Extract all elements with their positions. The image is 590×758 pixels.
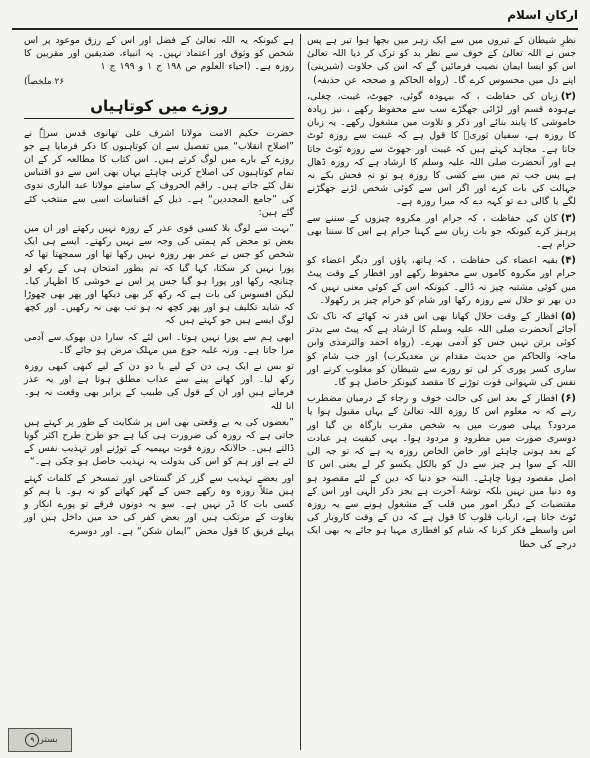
paragraph: ہے کیونکہ یہ اللہ تعالیٰ کے فضل اور اس کے رزق موعود پر اس شخص کو وثوق اور اعتماد نہیں۔ یہ انبیاء، صدیقین اور مقربین کا روزہ ہے۔ (احیاء العلوم ص ۱۹۸ ج ۱ و ۱۹۹ ج ۱ — [24, 35, 294, 73]
item-number: (۵) — [560, 311, 576, 323]
item-number: (۲) — [560, 90, 576, 102]
page-header — [12, 6, 578, 30]
paragraph: اور بعضے تہذیب سے گزر کر گستاخی اور تمسخر کے کلمات کہتے ہیں مثلاً روزہ وہ رکھے جس کے گھر کھانے کو نہ ہو۔ یا ہم کو کسی بات کا ڈر نہیں ہے۔ سو یہ دونوں فرقے تو پورے انکار و بغاوت کے مرتکب ہیں اور بعض کفر کی حد میں داخل ہیں اور پہلے فریق کا قول محض ”ایمان شکن“ ہے۔ اور دوسرے — [24, 472, 294, 537]
paragraph: حضرت حکیم الامت مولانا اشرف علی تھانوی قدس سرہٗ نے ”اصلاح انقلاب“ میں تفصیل سے ان کوتاہیوں کا ذکر فرمایا ہے جو روزے کے بارے میں لوگ کرتے ہیں۔ اس کتاب کا مطالعہ کر کے ان تمام کوتاہیوں کی اصلاح کرنی چاہئے یہاں بھی اس سے دو اقتباس نقل کئے جاتے ہیں۔ راقم الحروف کے سامنے مولانا عبد الباری ندوی کی ”جامع المجددین“ ہے۔ ذیل کے اقتباسات اسی سے منتخب کئے گئے ہیں: — [24, 127, 294, 218]
running-title: ارکانِ اسلام — [507, 8, 578, 22]
paragraph: ”بعضوں کی یہ بے وقعتی بھی اس پر شکایت کے طور پر کہتے ہیں جاتی ہے کہ روزہ کی ضرورت ہی کیا ہے جو طرح طرح اکثر گویا ڈالتے ہیں۔ حالانکہ روزہ قوت بہیمیہ کے توڑنے اور تہذیب نفس کے لئے ہے اور ہم کو اس کی بدولت یہ نہذیب حاصل ہو چکی ہے۔“ — [24, 416, 294, 468]
numbered-paragraph: (۳)کان کی حفاظت ، کہ حرام اور مکروہ چیزوں کے سننے سے پرہیز کرے کیونکہ جو بات زبان سے کہنا حرام ہے اس کا سننا بھی حرام ہے۔ — [307, 212, 576, 251]
numbered-paragraph: (۶)افطار کے بعد اس کی حالت خوف و رجاء کے درمیان مضطرب رہے کہ نہ معلوم اس کا روزہ اللہ تعالیٰ کے یہاں مقبول ہوا یا مردود؟ پہلی صورت میں یہ شخص مقرب بارگاہ بن گیا اور دوسری صورت میں مطرود و مردود ہوا۔ یہی کیفیت ہر عبادت کے بعد ہونی چاہئے اور خاص الخاص روزہ یہ ہے کہ تو جہ الی اللہ کے سوا ہر چیز سے دل کو بالکل یکسو کر لے یعنی اس کا اصل مقصود ہونا چاہئے۔ البتہ جو دنیا کہ دین کے لئے مقصود ہو وہ دنیا میں نہیں بلکہ توشۂ آخرت ہے بجز ذکر الٰہی اور اس کے مقتضیات کے دیگر امور میں قلب کے مشغول ہونے سے یہ روزہ ٹوٹ جاتا ہے، ارباب قلوب کا قول ہے کہ دن کے وقت کاروبار کی اس واسطے فکر کرنا کہ شام کو افطاری مہیا ہو جائے یہ بھی ایک درجے کی خطا — [307, 393, 576, 550]
right-column — [300, 34, 582, 750]
item-number: (۴) — [560, 255, 576, 267]
two-column-body — [8, 34, 582, 750]
section-title: روزے میں کوتاہیاں — [24, 97, 294, 119]
stamp-text: بستر — [39, 735, 58, 745]
page-number: ۹ — [25, 733, 39, 747]
numbered-paragraph: (۴)بقیہ اعضاء کی حفاظت ، کہ ہاتھ، پاؤں اور دیگر اعضاء کو حرام اور مکروہ کاموں سے محفوظ رکھے اور افطار کے وقت پیٹ میں کوئی مشتبہ چیز نہ ڈالے۔ کیونکہ اس کے کوئی معنی نہیں کہ دن بھر تو حلال سے روزہ رکھا اور شام کو حرام چیز پر رکھولا۔ — [307, 255, 576, 306]
paragraph: ”بہت سے لوگ بلا کسی قوی عذر کے روزہ نہیں رکھتے اور ان میں بعض تو محض کم ہمتی کی وجہ سے نہیں رکھتے۔ ایسے ہی ایک شخص کو جس نے عمر بھر روزہ نہیں رکھا تھا اور سمجھتا تھا کہ پورا نہیں کر سکتا، کہا گیا کہ تم بطور امتحان ہی کے رکھ لو چنانچہ رکھا اور پورا ہو گیا جس پر اس نے خوشی کا اظہار کیا۔ لیکن افسوس کی بات ہے کہ رکھ کر بھی دیکھا اور پھر بھی چھوڑا کہ شاید تکلیف ہو اور پھر کچھ نہ ہو تب بھی نہ رکھیں۔ اور کچھ لوگ ایسے ہیں جو کہتے ہیں کہ — [24, 223, 294, 327]
paragraph: تو بس نے ایک ہی دن کے لیے یا دو دن کے لیے کبھی کبھی روزہ رکھ لیا۔ اور کھانے پینے سے عذاب مطلق ہوتا ہے اور یہ عذر فرماتے ہیں اور ان کے قول کی طبیب کے برابر بھی وقعت نہ ہو۔ انا للہ — [24, 361, 294, 412]
numbered-paragraph: (۵)افطار کے وقت حلال کھانا بھی اس قدر نہ کھائے کہ ناک تک آجائے آنحضرت صلی اللہ علیہ وسلم کا ارشاد ہے کہ پیٹ سے بدتر کوئی برتن نہیں جس کو آدمی بھرے۔ (رواہ احمد والترمذی وابن ماجہ والحاکم من حدیث مقدام بن معدیکرب) اور جب شام کو ساری کسر پوری کر لی تو روزے سے شیطان کو مغلوب کرنے اور نفس کی شہوانی قوت توڑنے کا مقصد کیونکر حاصل ہو گا۔ — [307, 311, 576, 389]
item-number: (۶) — [560, 393, 576, 405]
left-column — [18, 34, 300, 750]
paragraph: ابھی ہم سے پورا نہیں ہوتا۔ اس لئے کہ سارا دن بھوک سے آدمی مرا جاتا ہے۔ ورنہ غلبہ جوع میں مہلک مرض ہو جائے گا۔ — [24, 331, 294, 356]
paragraph: نظرِ شیطان کے تیروں میں سے ایک زہر میں بجھا ہوا تیر ہے پس جس نے اللہ تعالیٰ کے خوف سے نظر بد کو ترک کر دیا اللہ تعالیٰ اس کو ایسا ایمان نصیب فرمائیں گے کہ اس کی حلاوت (شیرینی) اپنے دل میں محسوس کرے گا۔ (رواہ الحاکم و صححہ عن حذیفہ) — [307, 35, 576, 86]
reference: ۲۶ ملخصاً) — [24, 76, 65, 87]
publisher-stamp — [8, 728, 72, 752]
item-number: (۳) — [560, 212, 576, 224]
numbered-paragraph: (۲)زبان کی حفاظت ، کہ بیہودہ گوئی، جھوٹ، غیبت، چغلی، بےہودہ قسم اور لڑائی جھگڑے سب سے محفوظ رکھے ، نیز زیادہ خاموشی کا پابند بنائے اور ذکر و تلاوت میں مشغول رکھے۔ یہ زبان کا روزہ ہے، سفیان ثوریؒ کا قول ہے کہ غیبت سے روزہ ٹوٹ جاتا ہے۔ مجاہد کہتے ہیں کہ غیبت اور جھوٹ سے روزہ ٹوٹ جاتا ہے اور آنحضرت صلی اللہ علیہ وسلم کا ارشاد ہے کہ روزہ ڈھال ہے پس جب تم میں سے کسی کا روزہ ہو تو نہ فحش بکے نہ جہالت کی بات کرے اور اگر اس سے کوئی شخص لڑنے جھگڑنے لگے یا گالی دے تو کہہ دے کہ میرا روزہ ہے۔ — [307, 90, 576, 208]
